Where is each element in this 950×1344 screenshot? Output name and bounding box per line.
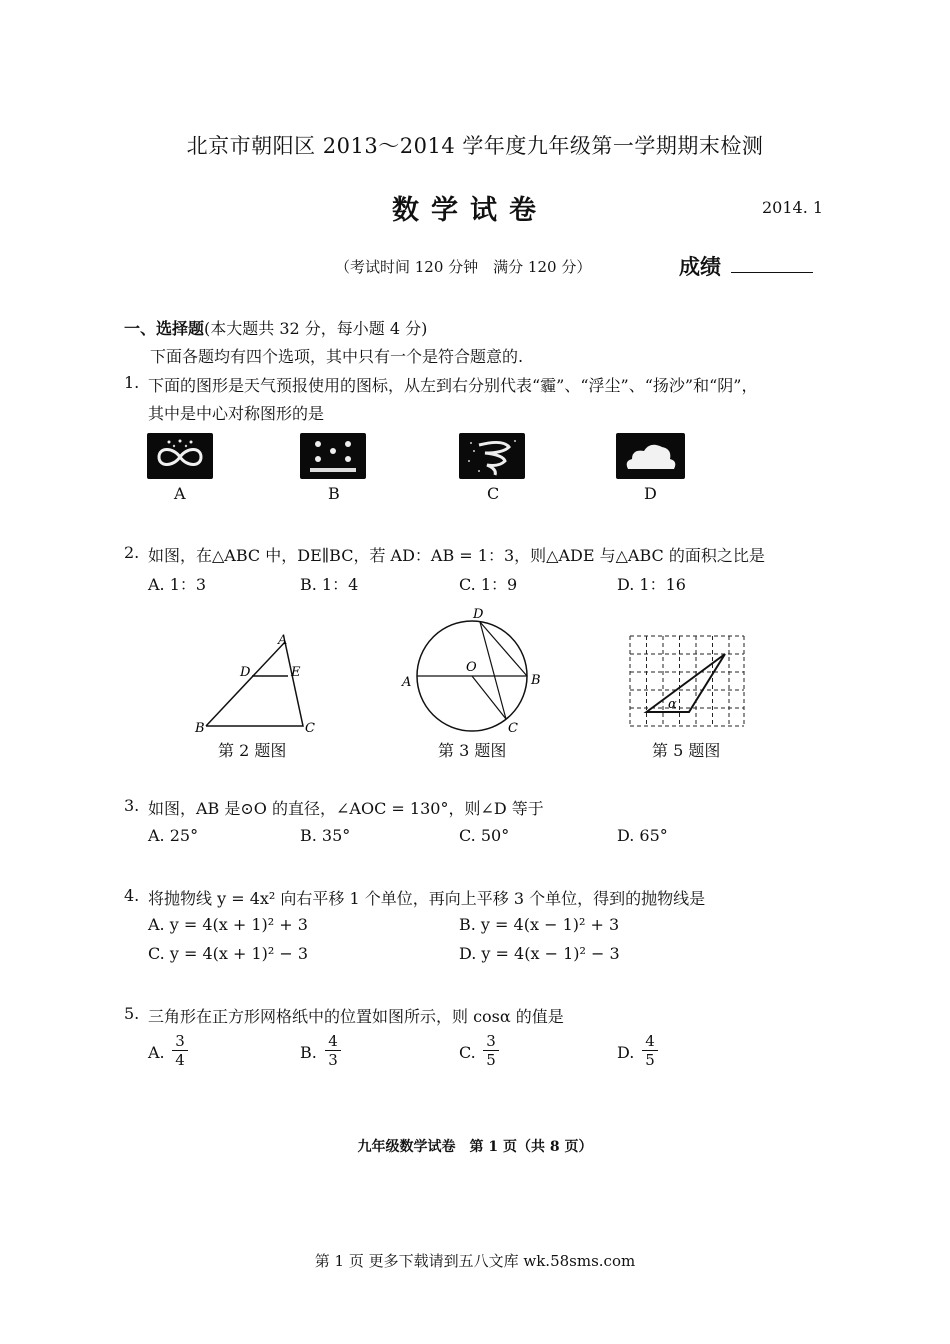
q5-text: 三角形在正方形网格纸中的位置如图所示，则 cosα 的值是 [148, 1007, 564, 1026]
q5-option-d-letter: D. [617, 1043, 635, 1062]
q2-option-b: B. 1：4 [300, 575, 359, 594]
q5-option-c-denominator: 5 [486, 1051, 496, 1069]
q3-number: 3. [124, 796, 140, 815]
q3-option-d: D. 65° [617, 826, 668, 845]
point-a-label: A [402, 675, 412, 690]
score-blank [731, 272, 813, 273]
q5-option-d-numerator: 4 [642, 1032, 658, 1051]
q5-option-c-numerator: 3 [483, 1032, 499, 1051]
q2-text: 如图，在△ABC 中，DE∥BC，若 AD：AB = 1：3，则△ADE 与△ABC 的面积之比是 [148, 546, 765, 565]
q2-option-c: C. 1：9 [459, 575, 518, 594]
q5-option-a-denominator: 4 [175, 1051, 185, 1069]
q5-option-b-fraction [325, 1032, 341, 1069]
section-title: 一、选择题 [124, 319, 205, 338]
q2-option-a: A. 1：3 [148, 575, 207, 594]
point-d-label: D [473, 607, 484, 622]
point-e-label: E [291, 665, 301, 680]
point-c-label: C [305, 721, 315, 736]
q1-text-line1: 下面的图形是天气预报使用的图标，从左到右分别代表“霾”、“浮尘”、“扬沙”和“阴”， [148, 376, 758, 395]
floating-dust-icon [300, 433, 366, 479]
figure-3-circle [398, 604, 548, 740]
q1-label-a: A [174, 484, 186, 503]
point-b-label: B [531, 673, 541, 688]
q3-option-a: A. 25° [148, 826, 199, 845]
q5-option-d-denominator: 5 [645, 1051, 655, 1069]
point-o-label: O [466, 660, 477, 675]
exam-info: （考试时间 120 分钟 满分 120 分） [335, 258, 592, 276]
figure-3-caption: 第 3 题图 [438, 741, 507, 760]
section-note: (本大题共 32 分，每小题 4 分) [204, 319, 428, 338]
figure-2-caption: 第 2 题图 [218, 741, 287, 760]
download-watermark: 第 1 页 更多下载请到五八文库 wk.58sms.com [314, 1252, 636, 1270]
angle-alpha-label: α [668, 697, 677, 712]
section-heading [124, 316, 427, 339]
point-a-label: A [278, 633, 288, 648]
haze-icon [147, 433, 213, 479]
q4-option-c: C. y = 4(x + 1)² − 3 [148, 944, 309, 963]
figure-2-triangle [190, 628, 330, 738]
q4-number: 4. [124, 886, 140, 905]
q1-label-c: C [487, 484, 500, 503]
q5-option-c-fraction [483, 1032, 499, 1069]
q5-option-a-numerator: 3 [172, 1032, 188, 1051]
q5-option-b-letter: B. [300, 1043, 317, 1062]
q2-option-d: D. 1：16 [617, 575, 686, 594]
overcast-cloud-icon [616, 433, 685, 479]
section-instruction: 下面各题均有四个选项，其中只有一个是符合题意的. [150, 347, 524, 366]
q3-option-c: C. 50° [459, 826, 510, 845]
sandstorm-icon [459, 433, 525, 479]
q5-option-c-letter: C. [459, 1043, 476, 1062]
q1-label-d: D [644, 484, 657, 503]
score-label: 成绩 [679, 254, 721, 279]
q3-text: 如图，AB 是⊙O 的直径，∠AOC = 130°，则∠D 等于 [148, 799, 544, 818]
q4-option-d: D. y = 4(x − 1)² − 3 [459, 944, 620, 963]
exam-title: 北京市朝阳区 2013～2014 学年度九年级第一学期期末检测 [186, 134, 764, 158]
figure-5-grid [628, 634, 746, 730]
q5-number: 5. [124, 1004, 140, 1023]
page-footer: 九年级数学试卷 第 1 页（共 8 页） [357, 1139, 593, 1155]
exam-date: 2014. 1 [762, 198, 824, 217]
subject-title: 数学试卷 [392, 195, 548, 226]
q5-option-b-numerator: 4 [325, 1032, 341, 1051]
q2-number: 2. [124, 543, 140, 562]
q4-text: 将抛物线 y = 4x² 向右平移 1 个单位，再向上平移 3 个单位，得到的抛物线是 [148, 889, 706, 908]
figure-5-caption: 第 5 题图 [652, 741, 721, 760]
q5-option-d-fraction [642, 1032, 658, 1069]
q5-option-a-letter: A. [148, 1043, 165, 1062]
q1-number: 1. [124, 373, 140, 392]
q4-option-a: A. y = 4(x + 1)² + 3 [148, 915, 308, 934]
q3-option-b: B. 35° [300, 826, 351, 845]
point-d-label: D [240, 665, 251, 680]
q1-label-b: B [328, 484, 340, 503]
q5-option-b-denominator: 3 [328, 1051, 338, 1069]
q1-text-line2: 其中是中心对称图形的是 [148, 404, 325, 423]
q4-option-b: B. y = 4(x − 1)² + 3 [459, 915, 620, 934]
point-b-label: B [195, 721, 205, 736]
q5-option-a-fraction [172, 1032, 188, 1069]
point-c-label: C [508, 721, 518, 736]
